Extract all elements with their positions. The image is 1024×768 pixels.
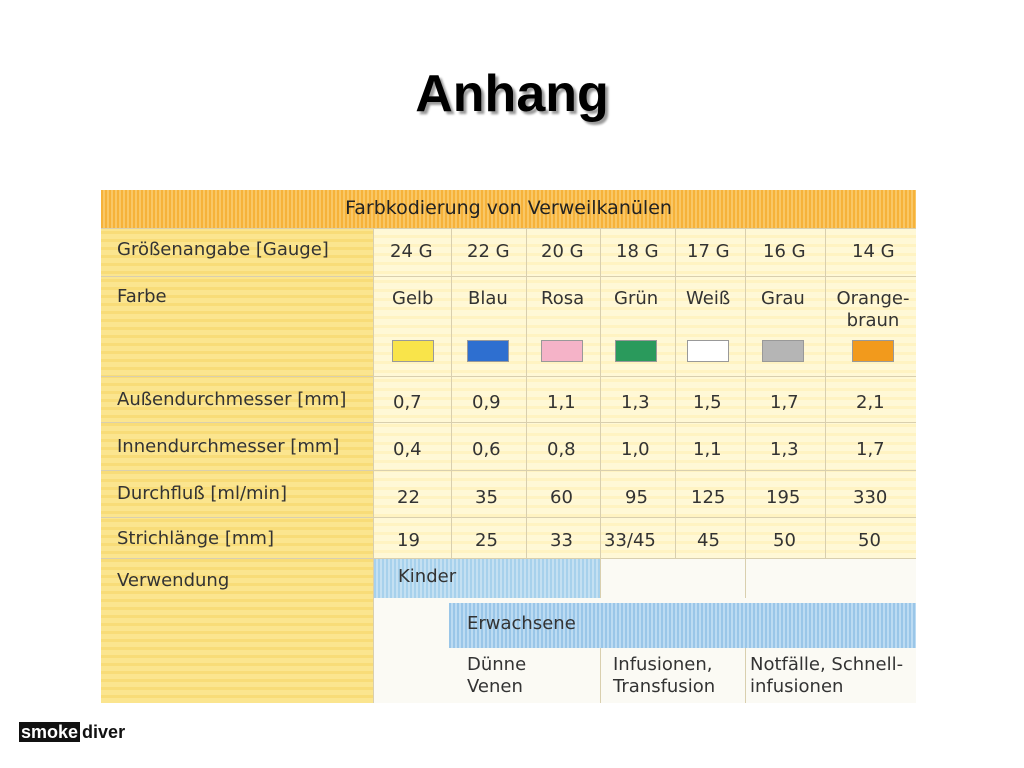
divider xyxy=(101,276,916,277)
divider xyxy=(526,228,527,558)
cell: 60 xyxy=(550,487,573,508)
cell: 1,0 xyxy=(621,439,650,460)
divider xyxy=(101,558,916,559)
cell: 20 G xyxy=(541,241,584,262)
erwachsene-band xyxy=(449,603,916,648)
divider xyxy=(101,470,916,471)
swatch-2 xyxy=(541,340,583,362)
row-label-farbe: Farbe xyxy=(117,286,167,307)
divider xyxy=(675,228,676,558)
cell: 0,9 xyxy=(472,392,501,413)
cell: 1,7 xyxy=(770,392,799,413)
divider xyxy=(745,648,746,703)
empty-cell xyxy=(600,558,916,598)
color-code-table xyxy=(101,190,916,703)
row-label-verwendung: Verwendung xyxy=(117,570,230,591)
cell: 50 xyxy=(858,530,881,551)
divider xyxy=(101,376,916,377)
divider xyxy=(101,228,916,229)
cell: 14 G xyxy=(852,241,895,262)
row-label-aussen: Außendurchmesser [mm] xyxy=(117,389,347,410)
cell: Weiß xyxy=(686,288,731,309)
swatch-5 xyxy=(762,340,804,362)
smokediver-logo xyxy=(19,722,125,743)
cell: 22 xyxy=(397,487,420,508)
slide-title: Anhang xyxy=(415,65,609,123)
use-infusionen: Infusionen, Transfusion xyxy=(613,654,716,697)
cell: 0,7 xyxy=(393,392,422,413)
swatch-4 xyxy=(687,340,729,362)
cell: 33 xyxy=(550,530,573,551)
cell: 16 G xyxy=(763,241,806,262)
cell: 0,8 xyxy=(547,439,576,460)
erwachsene-label: Erwachsene xyxy=(467,613,576,634)
divider xyxy=(101,517,916,518)
divider xyxy=(600,228,601,598)
cell: Orange-braun xyxy=(836,288,910,331)
cell: 17 G xyxy=(687,241,730,262)
divider xyxy=(451,228,452,558)
row-label-durchfluss: Durchfluß [ml/min] xyxy=(117,483,287,504)
cell: Grau xyxy=(761,288,805,309)
cell: 22 G xyxy=(467,241,510,262)
cell: 2,1 xyxy=(856,392,885,413)
cell: 0,6 xyxy=(472,439,501,460)
cell: 1,1 xyxy=(547,392,576,413)
kinder-label: Kinder xyxy=(398,566,457,587)
table-caption: Farbkodierung von Verweilkanülen xyxy=(345,197,672,219)
cell: 35 xyxy=(475,487,498,508)
row-label-gauge: Größenangabe [Gauge] xyxy=(117,239,329,260)
use-notfaelle: Notfälle, Schnell-infusionen xyxy=(750,654,904,697)
use-duenne-venen: Dünne Venen xyxy=(467,654,527,697)
cell: 18 G xyxy=(616,241,659,262)
divider xyxy=(825,228,826,558)
cell: 1,3 xyxy=(770,439,799,460)
swatch-1 xyxy=(467,340,509,362)
divider xyxy=(101,422,916,423)
divider xyxy=(745,228,746,598)
cell: 0,4 xyxy=(393,439,422,460)
cell: 125 xyxy=(691,487,726,508)
logo-smoke: smoke xyxy=(21,722,79,742)
cell: 45 xyxy=(697,530,720,551)
divider xyxy=(373,228,374,703)
table-header-band xyxy=(101,190,916,228)
cell: 195 xyxy=(766,487,801,508)
swatch-0 xyxy=(392,340,434,362)
cell: 1,7 xyxy=(856,439,885,460)
swatch-6 xyxy=(852,340,894,362)
row-label-innen: Innendurchmesser [mm] xyxy=(117,436,340,457)
cell: Rosa xyxy=(541,288,585,309)
cell: 330 xyxy=(853,487,888,508)
cell: 50 xyxy=(773,530,796,551)
swatch-3 xyxy=(615,340,657,362)
cell: 33/45 xyxy=(604,530,656,551)
cell: 25 xyxy=(475,530,498,551)
cell: Blau xyxy=(468,288,508,309)
cell: Grün xyxy=(614,288,659,309)
cell: 1,3 xyxy=(621,392,650,413)
logo-diver: diver xyxy=(82,722,126,742)
row-label-strich: Strichlänge [mm] xyxy=(117,528,274,549)
divider xyxy=(600,648,601,703)
cell: Gelb xyxy=(392,288,434,309)
kinder-band xyxy=(374,558,600,598)
cell: 1,5 xyxy=(693,392,722,413)
cell: 24 G xyxy=(390,241,433,262)
cell: 1,1 xyxy=(693,439,722,460)
cell: 19 xyxy=(397,530,420,551)
cell: 95 xyxy=(625,487,648,508)
